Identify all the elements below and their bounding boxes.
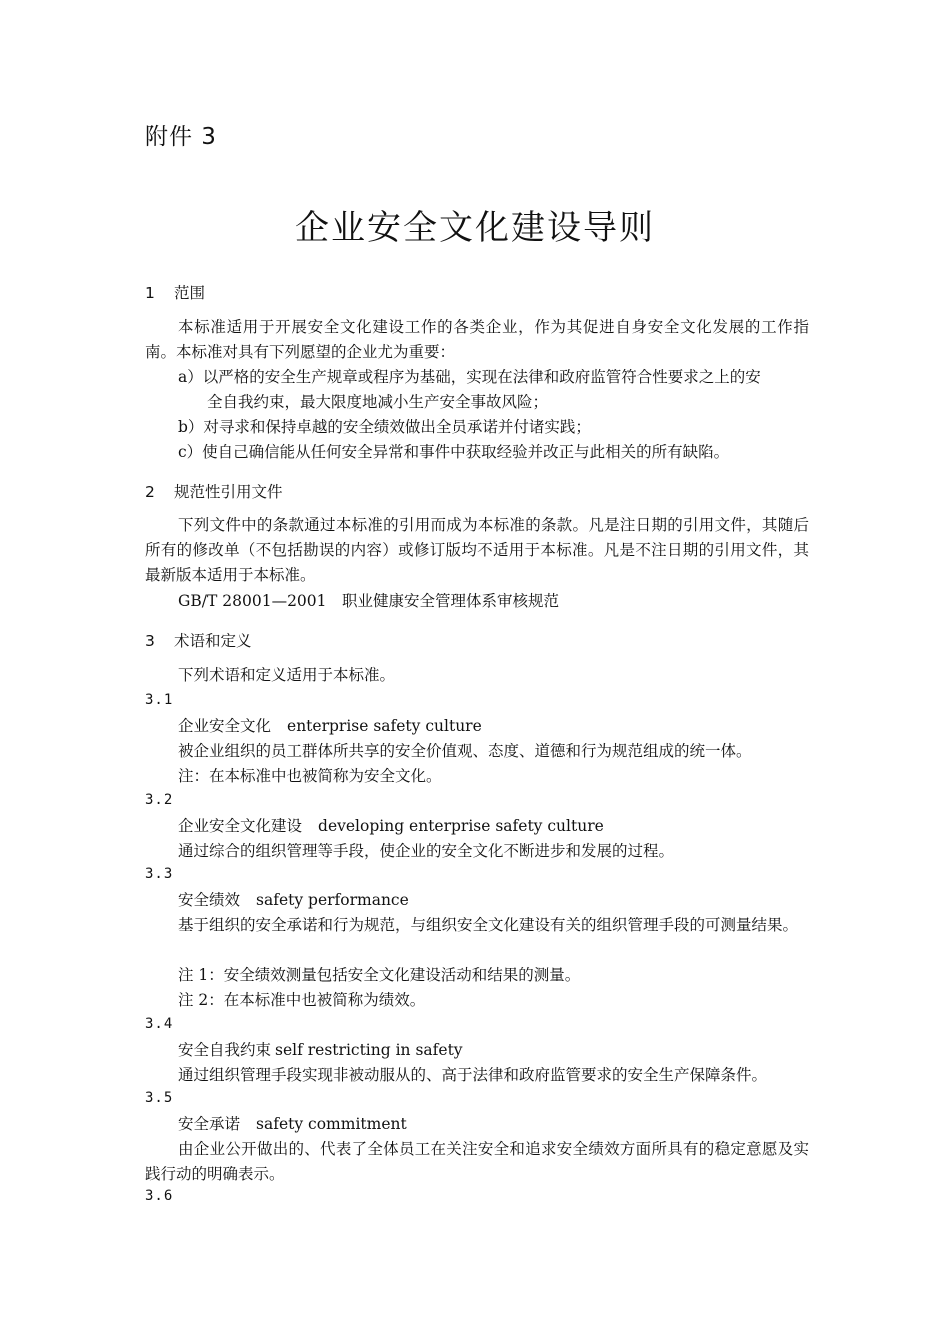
term-entry: [178, 1112, 407, 1137]
term-english: safety commitment: [256, 1115, 407, 1133]
term-entry: [178, 814, 604, 839]
section-3-heading: [145, 629, 251, 651]
term-definition: 基于组织的安全承诺和行为规范，与组织安全文化建设有关的组织管理手段的可测量结果。: [178, 916, 799, 934]
clause-number: 3.6: [145, 1188, 174, 1204]
section-number: 3: [145, 632, 155, 650]
term-entry: [178, 714, 482, 739]
term-entry: [178, 888, 409, 913]
normative-reference: GB/T 28001—2001 职业健康安全管理体系审核规范: [178, 592, 560, 610]
list-item-a-continued: 全自我约束，最大限度地减小生产安全事故风险；: [207, 393, 549, 411]
section-number: 2: [145, 483, 155, 501]
term-chinese: 企业安全文化: [178, 717, 272, 735]
section-2-paragraph: 下列文件中的条款通过本标准的引用而成为本标准的条款。凡是注日期的引用文件，其随后所有的修改单（不包括勘误的内容）或修订版均不适用于本标准。凡是不注日期的引用文件，其最新版本适用于本标准。: [145, 516, 809, 584]
section-2-heading: [145, 480, 282, 502]
term-definition: 被企业组织的员工群体所共享的安全价值观、态度、道德和行为规范组成的统一体。: [178, 742, 752, 760]
term-chinese: 安全绩效: [178, 891, 241, 909]
term-chinese: 安全自我约束: [178, 1041, 272, 1059]
list-item-c: c）使自己确信能从任何安全异常和事件中获取经验并改正与此相关的所有缺陷。: [178, 443, 730, 461]
section-1-heading: [145, 281, 205, 303]
term-definition: 由企业公开做出的、代表了全体员工在关注安全和追求安全绩效方面所具有的稳定意愿及实践行动的明确表示。: [145, 1140, 809, 1183]
term-definition: 通过组织管理手段实现非被动服从的、高于法律和政府监管要求的安全生产保障条件。: [178, 1066, 768, 1084]
attachment-label: 附件 3: [145, 124, 217, 150]
term-definition: 通过综合的组织管理等手段，使企业的安全文化不断进步和发展的过程。: [178, 842, 675, 860]
section-title: 术语和定义: [173, 632, 252, 650]
term-chinese: 企业安全文化建设: [178, 817, 303, 835]
term-english: developing enterprise safety culture: [318, 817, 604, 835]
term-english: self restricting in safety: [275, 1041, 463, 1059]
section-3-intro: 下列术语和定义适用于本标准。: [178, 666, 396, 684]
list-item-a: a）以严格的安全生产规章或程序为基础，实现在法律和政府监管符合性要求之上的安: [178, 368, 761, 386]
section-number: 1: [145, 284, 155, 302]
section-title: 规范性引用文件: [173, 483, 283, 501]
clause-number: 3.3: [145, 866, 174, 882]
term-note: 注：在本标准中也被简称为安全文化。: [178, 767, 442, 785]
clause-number: 3.5: [145, 1090, 174, 1106]
document-title: 企业安全文化建设导则: [295, 208, 655, 248]
section-1-paragraph: 本标准适用于开展安全文化建设工作的各类企业，作为其促进自身安全文化发展的工作指南。本标准对具有下列愿望的企业尤为重要：: [145, 318, 809, 361]
term-chinese: 安全承诺: [178, 1115, 241, 1133]
term-note: 注 2：在本标准中也被简称为绩效。: [178, 991, 426, 1009]
term-note: 注 1：安全绩效测量包括安全文化建设活动和结果的测量。: [178, 966, 581, 984]
clause-number: 3.1: [145, 692, 174, 708]
clause-number: 3.2: [145, 792, 174, 808]
term-english: safety performance: [256, 891, 409, 909]
list-item-b: b）对寻求和保持卓越的安全绩效做出全员承诺并付诸实践；: [178, 418, 591, 436]
section-title: 范围: [173, 284, 205, 302]
term-entry: [178, 1038, 463, 1063]
clause-number: 3.4: [145, 1016, 174, 1032]
term-english: enterprise safety culture: [287, 717, 482, 735]
